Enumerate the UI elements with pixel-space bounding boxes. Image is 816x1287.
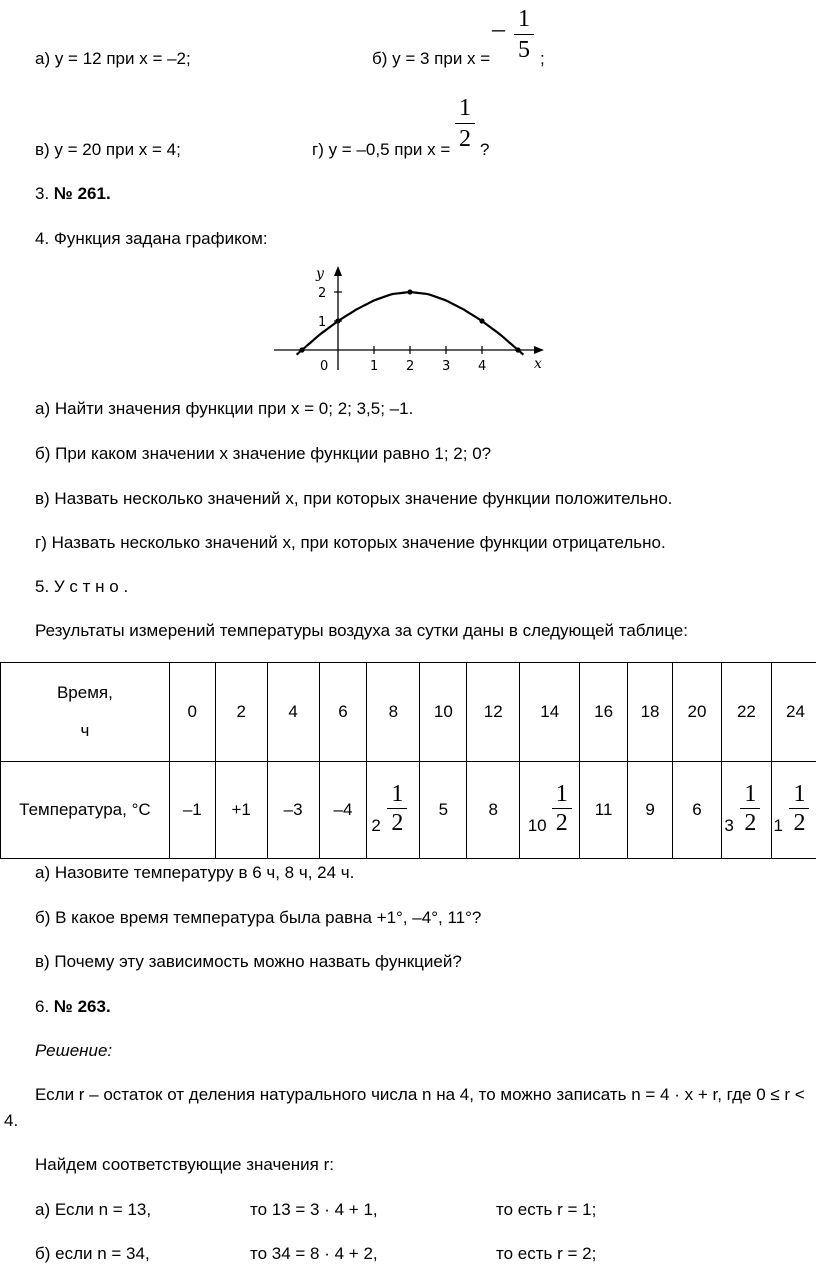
graph-point (299, 347, 304, 352)
temperature-cell: –3 (267, 762, 319, 859)
time-cell: 22 (721, 663, 771, 762)
task6-row2-c2: то 34 = 8 · 4 + 2, (250, 1244, 378, 1263)
task6-text-line1: Если r – остаток от деления натурального числа n на 4, то можно записать n = 4 · x + r, где 0 ≤ r < (35, 1085, 805, 1104)
time-header-cell (1, 663, 170, 762)
task2-b-numerator: 1 (518, 6, 530, 32)
mixed-denominator: 2 (555, 809, 568, 836)
task2-b-fraction (492, 6, 534, 63)
x-tick-label: 1 (370, 359, 379, 374)
temperature-cell (367, 762, 420, 859)
task5-a: а) Назовите температуру в 6 ч, 8 ч, 24 ч. (35, 863, 355, 882)
task2-g-fraction (455, 96, 475, 151)
x-axis-arrow (534, 346, 544, 354)
task6-ref: № 263. (53, 997, 111, 1016)
mixed-numerator: 1 (555, 780, 568, 807)
temperature-cell: +1 (215, 762, 267, 859)
table-row-time (1, 663, 816, 762)
task6 (35, 997, 111, 1017)
mixed-fraction-part (387, 782, 407, 835)
temperature-cell (721, 762, 771, 859)
task2-b-minus: – (492, 14, 505, 43)
task6-row2-c1: б) если n = 34, (35, 1244, 150, 1263)
time-cell: 16 (580, 663, 628, 762)
task2-g-denominator: 2 (459, 126, 471, 152)
temperature-cell: –4 (319, 762, 367, 859)
task6-find: Найдем соответствующие значения r: (35, 1155, 334, 1174)
task4-a: а) Найти значения функции при x = 0; 2; 3,5; –1. (35, 399, 414, 418)
temperature-cell: 9 (628, 762, 673, 859)
mixed-numerator: 1 (744, 780, 757, 807)
task6-row1-c1: а) Если n = 13, (35, 1200, 152, 1219)
temperature-cell: 6 (673, 762, 722, 859)
temperature-cell (520, 762, 580, 859)
x-tick-label: 0 (320, 359, 329, 374)
task4-v: в) Назвать несколько значений x, при которых значение функции положительно. (35, 489, 673, 508)
graph-tick-labels (318, 286, 486, 374)
task2-g-suffix: ? (480, 140, 490, 159)
task4-b: б) При каком значении x значение функции равно 1; 2; 0? (35, 444, 492, 463)
temperature-cell: –1 (169, 762, 215, 859)
task6-row2-c3: то есть r = 2; (496, 1244, 597, 1263)
task6-solution-heading: Решение: (35, 1041, 113, 1060)
mixed-whole: 3 (724, 815, 734, 835)
task2-b: б) y = 3 при x = (372, 49, 491, 68)
graph-point (407, 289, 412, 294)
task3 (35, 184, 111, 204)
function-graph (268, 262, 552, 374)
y-tick-label: 1 (318, 315, 327, 330)
mixed-numerator: 1 (391, 780, 404, 807)
y-axis-arrow (334, 266, 342, 276)
mixed-whole: 2 (371, 815, 381, 835)
task4-g: г) Назвать несколько значений x, при которых значение функции отрицательно. (35, 533, 666, 552)
task5-v: в) Почему эту зависимость можно назвать функцией? (35, 952, 462, 971)
task5-title: 5. У с т н о . (35, 577, 129, 596)
task6-row1-c3: то есть r = 1; (496, 1200, 597, 1219)
function-curve (297, 292, 524, 355)
task2-v: в) y = 20 при x = 4; (35, 140, 181, 159)
time-cell: 6 (319, 663, 367, 762)
task3-label: 3. (35, 184, 50, 203)
mixed-denominator: 2 (391, 809, 404, 836)
task5-intro: Результаты измерений температуры воздуха за сутки даны в следующей таблице: (35, 621, 688, 640)
graph-point (515, 347, 520, 352)
time-header-line2: ч (80, 721, 90, 740)
graph-point (335, 318, 340, 323)
time-cell: 14 (520, 663, 580, 762)
time-cell: 4 (267, 663, 319, 762)
time-header-line1: Время, (56, 683, 113, 702)
mixed-whole: 10 (527, 815, 547, 835)
task2-b-suffix: ; (540, 49, 545, 68)
task3-ref: № 261. (53, 184, 111, 203)
x-tick-label: 2 (406, 359, 415, 374)
mixed-fraction-part (740, 782, 760, 835)
task5-b: б) В какое время температура была равна +1°, –4°, 11°? (35, 908, 482, 927)
y-tick-label: 2 (318, 286, 327, 301)
temperature-table (0, 662, 816, 859)
temperature-cell: 11 (580, 762, 628, 859)
temperature-cell: 8 (467, 762, 520, 859)
mixed-fraction (773, 776, 816, 840)
graph-ticks (334, 292, 482, 354)
temperature-header-cell: Температура, °С (1, 762, 170, 859)
time-cell: 8 (367, 663, 420, 762)
mixed-fraction (724, 776, 768, 840)
x-axis-label: x (534, 356, 542, 372)
task4-title: 4. Функция задана графиком: (35, 229, 268, 248)
time-cell: 24 (771, 663, 816, 762)
time-cell: 18 (628, 663, 673, 762)
time-cell: 2 (215, 663, 267, 762)
mixed-fraction (371, 776, 415, 840)
mixed-fraction (528, 776, 572, 840)
task2-a: а) y = 12 при x = –2; (35, 49, 191, 68)
x-tick-label: 3 (442, 359, 451, 374)
mixed-numerator: 1 (793, 780, 806, 807)
task2-g: г) y = –0,5 при x = (312, 140, 451, 159)
temperature-cell: 5 (420, 762, 467, 859)
mixed-fraction-part (789, 782, 809, 835)
graph-axes (274, 266, 544, 370)
graph-points (299, 289, 520, 352)
task6-row1-c2: то 13 = 3 · 4 + 1, (250, 1200, 378, 1219)
x-tick-label: 4 (478, 359, 487, 374)
mixed-whole: 1 (773, 815, 783, 835)
task6-text-line2: 4. (4, 1111, 19, 1130)
y-axis-label: y (316, 266, 324, 282)
graph-point (479, 318, 484, 323)
mixed-denominator: 2 (793, 809, 806, 836)
task6-label: 6. (35, 997, 50, 1016)
temperature-cell (771, 762, 816, 859)
time-cell: 10 (420, 663, 467, 762)
task2-g-numerator: 1 (459, 95, 471, 121)
mixed-fraction-part (552, 782, 572, 835)
time-cell: 0 (169, 663, 215, 762)
mixed-denominator: 2 (744, 809, 757, 836)
task2-b-denominator: 5 (518, 37, 530, 63)
table-row-temperature (1, 762, 816, 859)
time-cell: 12 (467, 663, 520, 762)
time-cell: 20 (673, 663, 722, 762)
